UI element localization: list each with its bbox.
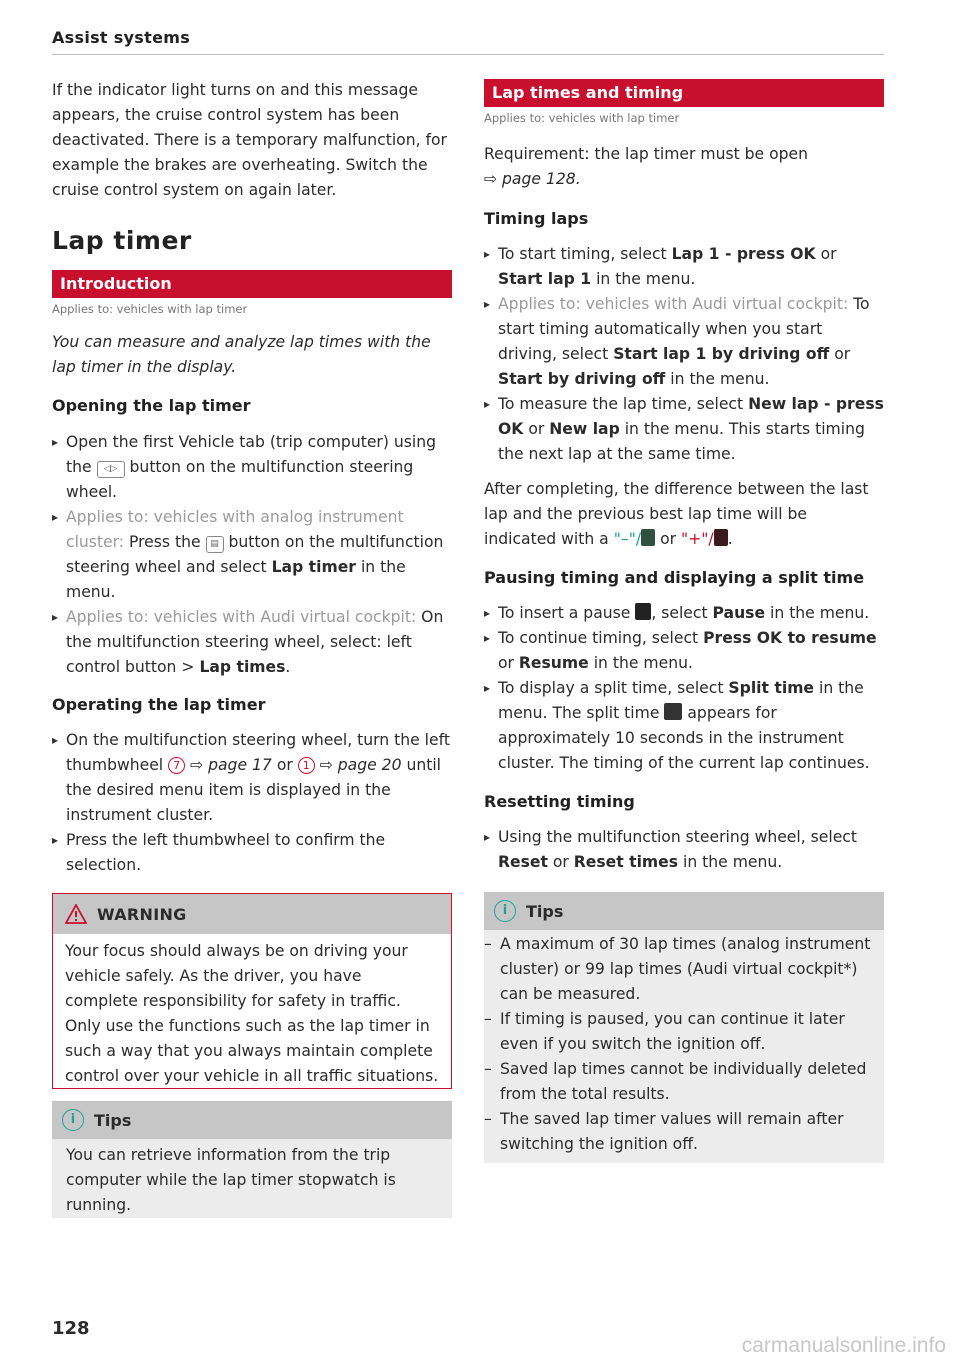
- applies-note: Applies to: vehicles with lap timer: [484, 111, 680, 125]
- page-ref-link[interactable]: ⇨ page 17: [190, 756, 272, 774]
- tips-title: Tips: [526, 901, 564, 921]
- operating-list: [52, 728, 452, 878]
- list-item: ▸ To measure the lap time, select New lap - press OK or New lap in the menu. This starts timing the next lap at the same time.: [484, 392, 884, 467]
- resetting-list: [484, 825, 884, 875]
- info-icon: i: [494, 900, 516, 922]
- warning-header: [53, 894, 451, 934]
- info-icon: i: [62, 1109, 84, 1131]
- intro-italic: You can measure and analyze lap times with the lap timer in the display.: [52, 333, 431, 376]
- callout-1-icon: 1: [298, 757, 315, 774]
- list-item: ▸ Using the multifunction steering wheel, select Reset or Reset times in the menu.: [484, 825, 884, 875]
- tips-title: Tips: [94, 1110, 132, 1130]
- faster-indicator-icon: [641, 529, 655, 546]
- requirement-text: Requirement: the lap timer must be open ⇨ page 128.: [484, 145, 809, 188]
- split-time-icon: [664, 703, 682, 720]
- list-item: ▸ Press the left thumbwheel to confirm the selection.: [52, 828, 452, 878]
- pause-icon: [635, 603, 651, 620]
- watermark: carmanualsonline.info: [741, 1334, 946, 1357]
- list-item: ▸ To insert a pause , select Pause in the menu.: [484, 601, 884, 626]
- callout-7-icon: 7: [168, 757, 185, 774]
- pausing-heading: Pausing timing and displaying a split time: [484, 568, 865, 587]
- opening-heading: Opening the lap timer: [52, 396, 251, 415]
- tips-body: You can retrieve information from the trip computer while the lap timer stopwatch is running.: [66, 1146, 396, 1214]
- intro-paragraph: If the indicator light turns on and this message appears, the cruise control system has been deactivated. There is a temporary malfunction, for example the brakes are overheating. Switch the cruise control system on again later.: [52, 81, 447, 199]
- timing-heading: Timing laps: [484, 209, 589, 228]
- list-item: ▸ To start timing, select Lap 1 - press OK or Start lap 1 in the menu.: [484, 242, 884, 292]
- list-item: – A maximum of 30 lap times (analog instrument cluster) or 99 lap times (Audi virtual cockpit*) can be measured.: [484, 932, 884, 1007]
- list-item: ▸ To display a split time, select Split time in the menu. The split time appears for approximately 10 seconds in the instrument cluster. The timing of the current lap continues.: [484, 676, 884, 776]
- introduction-bar: Introduction: [52, 270, 452, 298]
- page-ref-link[interactable]: ⇨ page 128.: [484, 170, 581, 188]
- warning-box: [52, 893, 452, 1089]
- after-completing-text: After completing, the difference between the last lap and the previous best lap time will be indicated with a "–"/ or "+"/ .: [484, 480, 869, 548]
- view-button-icon: ◁▷: [97, 461, 125, 478]
- list-item: ▸ Applies to: vehicles with Audi virtual cockpit: To start timing automatically when you start driving, select Start lap 1 by driving off or Start by driving off in the menu.: [484, 292, 884, 392]
- header-title: Assist systems: [52, 28, 191, 47]
- running-header: [52, 26, 884, 55]
- menu-button-icon: ▤: [206, 536, 224, 553]
- slower-indicator-icon: [714, 529, 728, 546]
- pausing-list: [484, 601, 884, 776]
- warning-triangle-icon: [65, 904, 87, 924]
- list-item: ▸ Open the first Vehicle tab (trip computer) using the ◁▷ button on the multifunction steering wheel.: [52, 430, 452, 505]
- list-item: ▸ On the multifunction steering wheel, turn the left thumbwheel 7 ⇨ page 17 or 1 ⇨ page 20 until the desired menu item is displayed in the instrument cluster.: [52, 728, 452, 828]
- tips-box-right: [484, 892, 884, 1163]
- tips-list: [484, 930, 884, 1157]
- tips-box-left: [52, 1101, 452, 1218]
- tips-header: [52, 1101, 452, 1139]
- operating-heading: Operating the lap timer: [52, 695, 266, 714]
- applies-note: Applies to: vehicles with lap timer: [52, 302, 248, 316]
- list-item: – Saved lap times cannot be individually deleted from the total results.: [484, 1057, 884, 1107]
- resetting-heading: Resetting timing: [484, 792, 635, 811]
- opening-list: [52, 430, 452, 680]
- list-item: ▸ To continue timing, select Press OK to resume or Resume in the menu.: [484, 626, 884, 676]
- tips-header: [484, 892, 884, 930]
- warning-body: Your focus should always be on driving your vehicle safely. As the driver, you have complete responsibility for safety in traffic. Only use the functions such as the lap timer in such a way that you always maintain complete control over your vehicle in all traffic situations.: [65, 942, 439, 1085]
- warning-title: WARNING: [97, 904, 187, 924]
- page-number: 128: [52, 1318, 90, 1339]
- list-item: ▸ Applies to: vehicles with Audi virtual cockpit: On the multifunction steering wheel, select: left control button > Lap times.: [52, 605, 452, 680]
- lap-times-bar: Lap times and timing: [484, 79, 884, 107]
- list-item: ▸ Applies to: vehicles with analog instrument cluster: Press the ▤ button on the multifunction steering wheel and select Lap timer in the menu.: [52, 505, 452, 605]
- page-ref-link[interactable]: ⇨ page 20: [319, 756, 402, 774]
- timing-list: [484, 242, 884, 467]
- list-item: – The saved lap timer values will remain after switching the ignition off.: [484, 1107, 884, 1157]
- section-title: Lap timer: [52, 226, 192, 255]
- list-item: – If timing is paused, you can continue it later even if you switch the ignition off.: [484, 1007, 884, 1057]
